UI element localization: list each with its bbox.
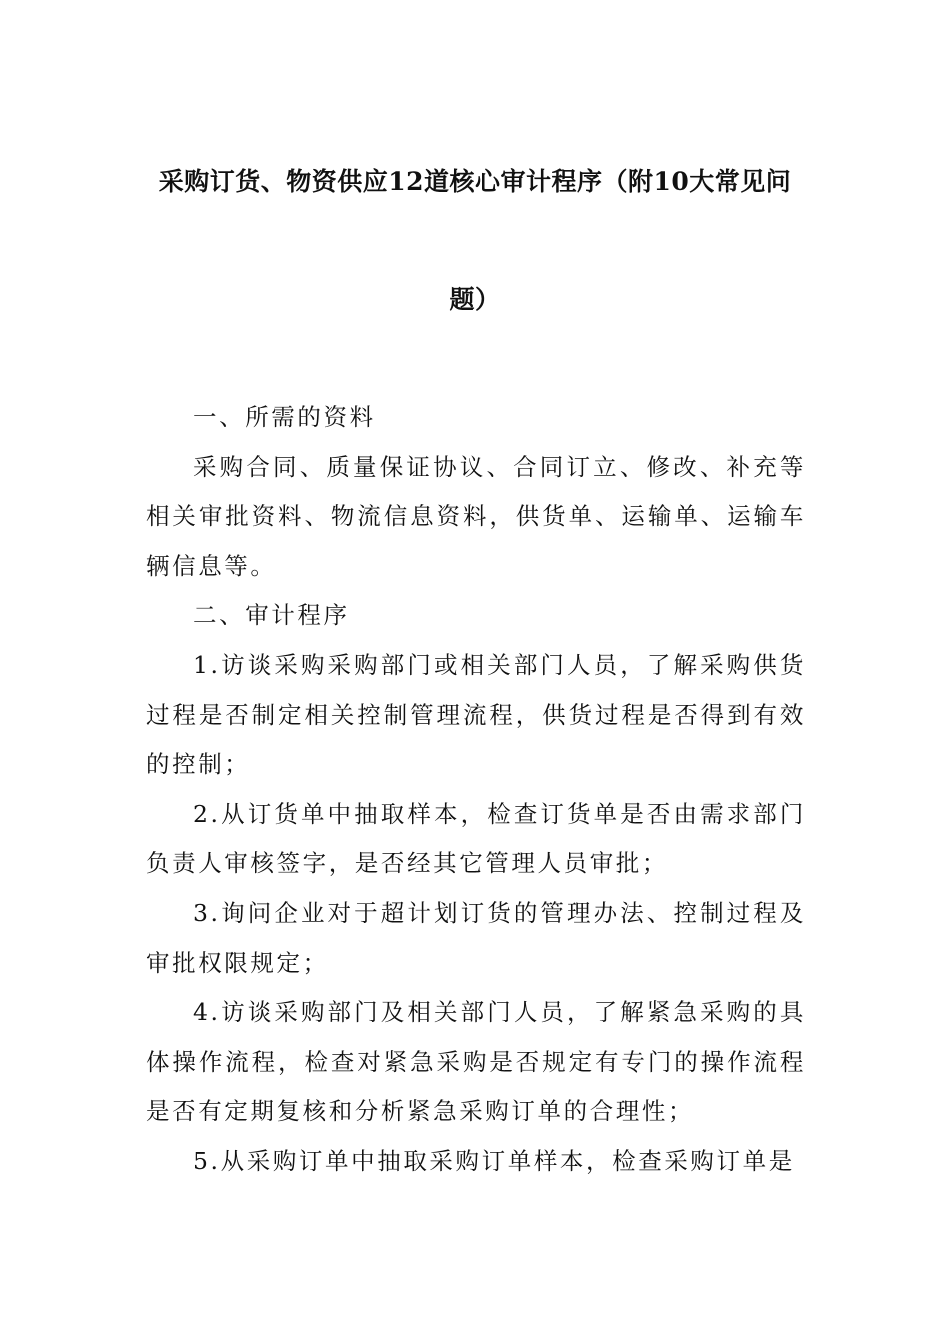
procedure-item-2: 2.从订货单中抽取样本，检查订货单是否由需求部门负责人审核签字，是否经其它管理人员审批； <box>146 799 806 878</box>
section-heading-materials: 一、所需的资料 <box>193 403 376 431</box>
document-body <box>146 393 806 1187</box>
document-title-line-2: 题） <box>449 285 501 314</box>
materials-paragraph: 采购合同、质量保证协议、合同订立、修改、补充等相关审批资料、物流信息资料，供货单、运输单、运输车辆信息等。 <box>146 452 806 580</box>
document-title-line-1: 采购订货、物资供应12道核心审计程序（附10大常见问 <box>158 167 792 196</box>
procedure-item-5: 5.从采购订单中抽取采购订单样本，检查采购订单是 <box>193 1146 795 1175</box>
procedure-item-1: 1.访谈采购采购部门或相关部门人员，了解采购供货过程是否制定相关控制管理流程，供货过程是否得到有效的控制； <box>146 650 806 779</box>
procedure-item-3: 3.询问企业对于超计划订货的管理办法、控制过程及审批权限规定； <box>146 898 806 977</box>
procedure-item-4: 4.访谈采购部门及相关部门人员，了解紧急采购的具体操作流程，检查对紧急采购是否规定有专门的操作流程是否有定期复核和分析紧急采购订单的合理性； <box>146 998 806 1126</box>
section-heading-procedures: 二、审计程序 <box>193 601 350 630</box>
